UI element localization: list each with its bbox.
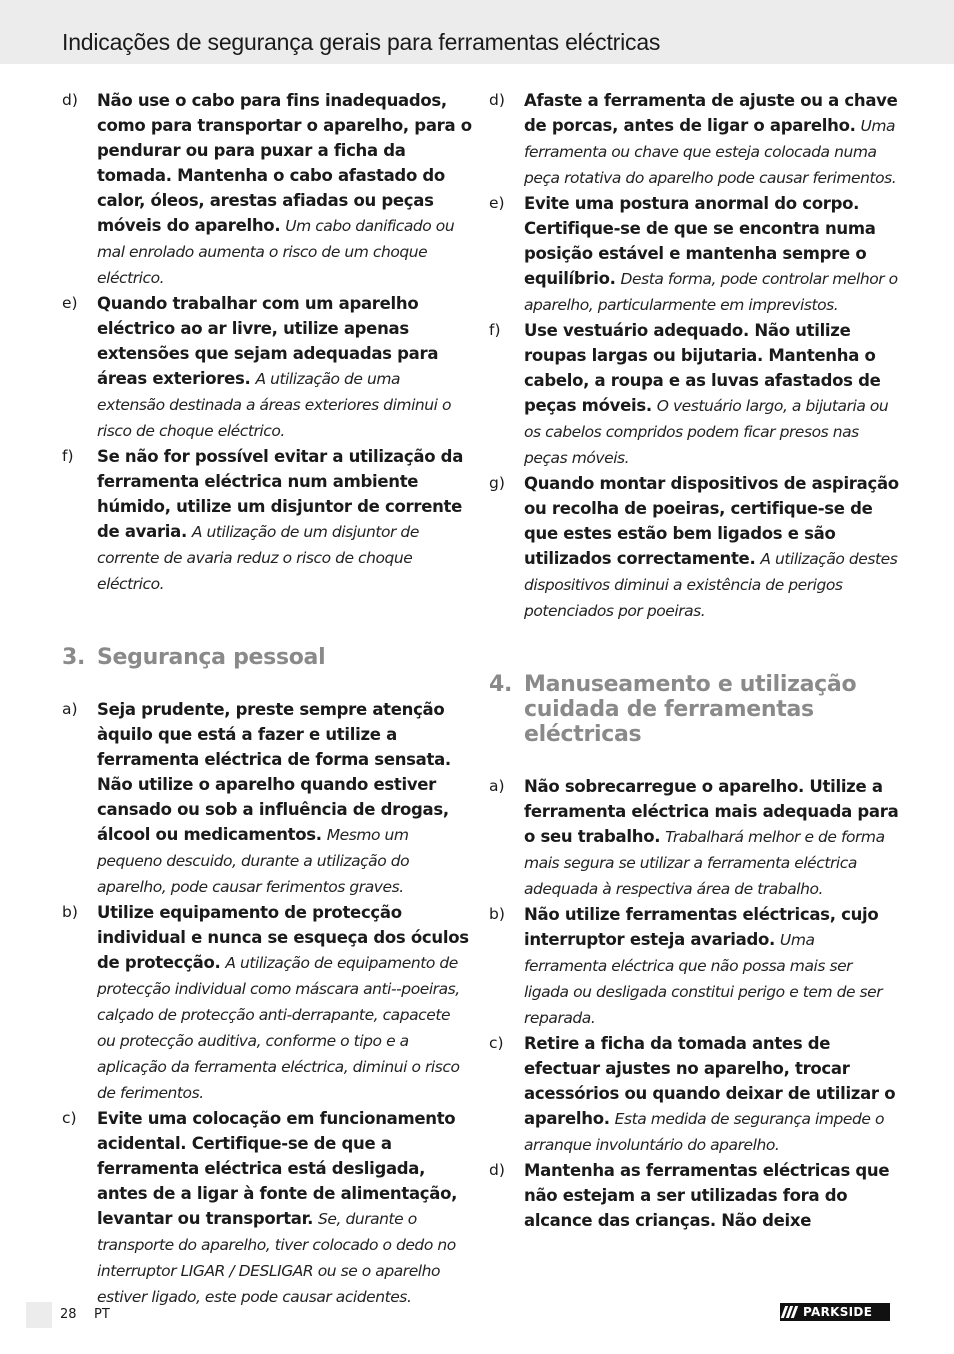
list-item [62,697,472,900]
list-item [62,88,472,291]
item-bold-text: Quando montar dispositivos de aspiração ou recolha de poeiras, certifique-se de que estes estão bem ligados e são utilizados correctamente. [524,474,899,568]
item-italic-text: Esta medida de segurança impede o arranque involuntário do aparelho. [524,1110,884,1154]
item-letter: e) [489,194,505,212]
item-bold-text: Quando trabalhar com um aparelho eléctrico ao ar livre, utilize apenas extensões que sejam adequadas para áreas exteriores. [97,294,439,388]
list-item [489,774,899,902]
item-italic-text: A utilização de uma extensão destinada a áreas exteriores diminui o risco de choque eléctrico. [97,370,452,440]
item-bold-text: Se não for possível evitar a utilização da ferramenta eléctrica num ambiente húmido, utilize um disjuntor de corrente de avaria. [97,447,464,541]
item-bold-text: Evite uma colocação em funcionamento acidental. Certifique-se de que a ferramenta eléctrica está desligada, antes de a ligar à fonte de alimentação, levantar ou transportar. [97,1109,458,1228]
item-letter: e) [62,294,78,312]
page-title: Indicações de segurança gerais para ferramentas eléctricas [62,29,661,55]
item-letter: d) [489,91,505,109]
section-title: Manuseamento e utilização cuidada de ferramentas eléctricas [524,672,857,747]
item-letter: c) [489,1034,504,1052]
item-letter: c) [62,1109,77,1127]
item-letter: b) [62,903,78,921]
logo-stripes-icon [780,1303,803,1321]
list-item [489,191,899,318]
section-heading [489,672,899,747]
brand-name: PARKSIDE [803,1305,873,1319]
item-letter: g) [489,474,505,492]
item-italic-text: Uma ferramenta ou chave que esteja colocada numa peça rotativa do aparelho pode causar ferimentos. [524,117,897,187]
item-bold-text: Mantenha as ferramentas eléctricas que não estejam a ser utilizadas fora do alcance das crianças. Não deixe [524,1161,890,1230]
item-bold-text: Afaste a ferramenta de ajuste ou a chave de porcas, antes de ligar o aparelho. [524,91,898,135]
item-bold-text: Seja prudente, preste sempre atenção àquilo que está a fazer e utilize a ferramenta eléctrica de forma sensata. Não utilize o aparelho quando estiver cansado ou sob a influência de drogas, álcool ou medicamentos. [97,700,451,844]
item-bold-text: Não sobrecarregue o aparelho. Utilize a ferramenta eléctrica mais adequada para o seu trabalho. [524,777,899,846]
item-italic-text: Uma ferramenta eléctrica que não possa mais ser ligada ou desligada constitui perigo e tem de ser reparada. [524,931,883,1027]
page-number: 28 [60,1307,77,1322]
brand-logo [780,1303,890,1321]
item-italic-text: Se, durante o transporte do aparelho, tiver colocado o dedo no interruptor LIGAR / DESLIGAR ou se o aparelho estiver ligado, este pode causar acidentes. [97,1210,456,1306]
list-item [489,471,899,624]
list-item [62,1106,472,1310]
item-italic-text: Trabalhará melhor e de forma mais segura se utilizar a ferramenta eléctrica adequada à respectiva área de trabalho. [524,828,885,898]
item-italic-text: O vestuário largo, a bijutaria ou os cabelos compridos podem ficar presos nas peças móveis. [524,397,889,467]
list-item [489,1031,899,1158]
item-bold-text: Retire a ficha da tomada antes de efectuar ajustes no aparelho, trocar acessórios ou quando deixar de utilizar o aparelho. [524,1034,896,1128]
item-letter: d) [489,1161,505,1179]
item-letter: f) [489,321,501,339]
section-number: 3. [62,645,86,670]
list-item [62,291,472,444]
list-item [489,1158,899,1234]
item-italic-text: Desta forma, pode controlar melhor o aparelho, particularmente em imprevistos. [524,270,898,314]
list-item [489,88,899,191]
item-bold-text: Utilize equipamento de protecção individual e nunca se esqueça dos óculos de protecção. [97,903,469,972]
item-italic-text: A utilização de um disjuntor de corrente de avaria reduz o risco de choque eléctrico. [97,523,419,593]
list-item [62,444,472,597]
page-header [0,0,954,64]
item-letter: a) [489,777,505,795]
item-letter: d) [62,91,78,109]
item-italic-text: Um cabo danificado ou mal enrolado aumenta o risco de um choque eléctrico. [97,217,455,287]
list-item [489,902,899,1031]
item-italic-text: A utilização destes dispositivos diminui a existência de perigos potenciados por poeiras. [524,550,898,620]
item-letter: f) [62,447,74,465]
list-item [489,318,899,471]
section-number: 4. [489,672,513,697]
item-bold-text: Use vestuário adequado. Não utilize roupas largas ou bijutaria. Mantenha o cabelo, a roupa e as luvas afastados de peças móveis. [524,321,881,415]
item-bold-text: Evite uma postura anormal do corpo. Certifique-se de que se encontra numa posição estável e mantenha sempre o equilíbrio. [524,194,876,288]
right-column [489,88,899,1234]
item-letter: a) [62,700,78,718]
item-italic-text: Mesmo um pequeno descuido, durante a utilização do aparelho, pode causar ferimentos graves. [97,826,410,896]
item-italic-text: A utilização de equipamento de protecção individual como máscara anti--poeiras, calçado de protecção anti-derrapante, capacete ou protecção auditiva, conforme o tipo e a aplicação da ferramenta eléctrica, diminui o risco de ferimentos. [97,954,460,1102]
item-bold-text: Não utilize ferramentas eléctricas, cujo interruptor esteja avariado. [524,905,879,949]
item-bold-text: Não use o cabo para fins inadequados, como para transportar o aparelho, para o pendurar ou para puxar a ficha da tomada. Mantenha o cabo afastado do calor, óleos, arestas afiadas ou peças móveis do aparelho. [97,91,472,235]
language-code: PT [94,1307,110,1322]
page-number-box [26,1302,52,1328]
section-title: Segurança pessoal [97,645,326,670]
item-letter: b) [489,905,505,923]
left-column [62,88,472,1310]
list-item [62,900,472,1106]
section-heading [62,645,472,670]
